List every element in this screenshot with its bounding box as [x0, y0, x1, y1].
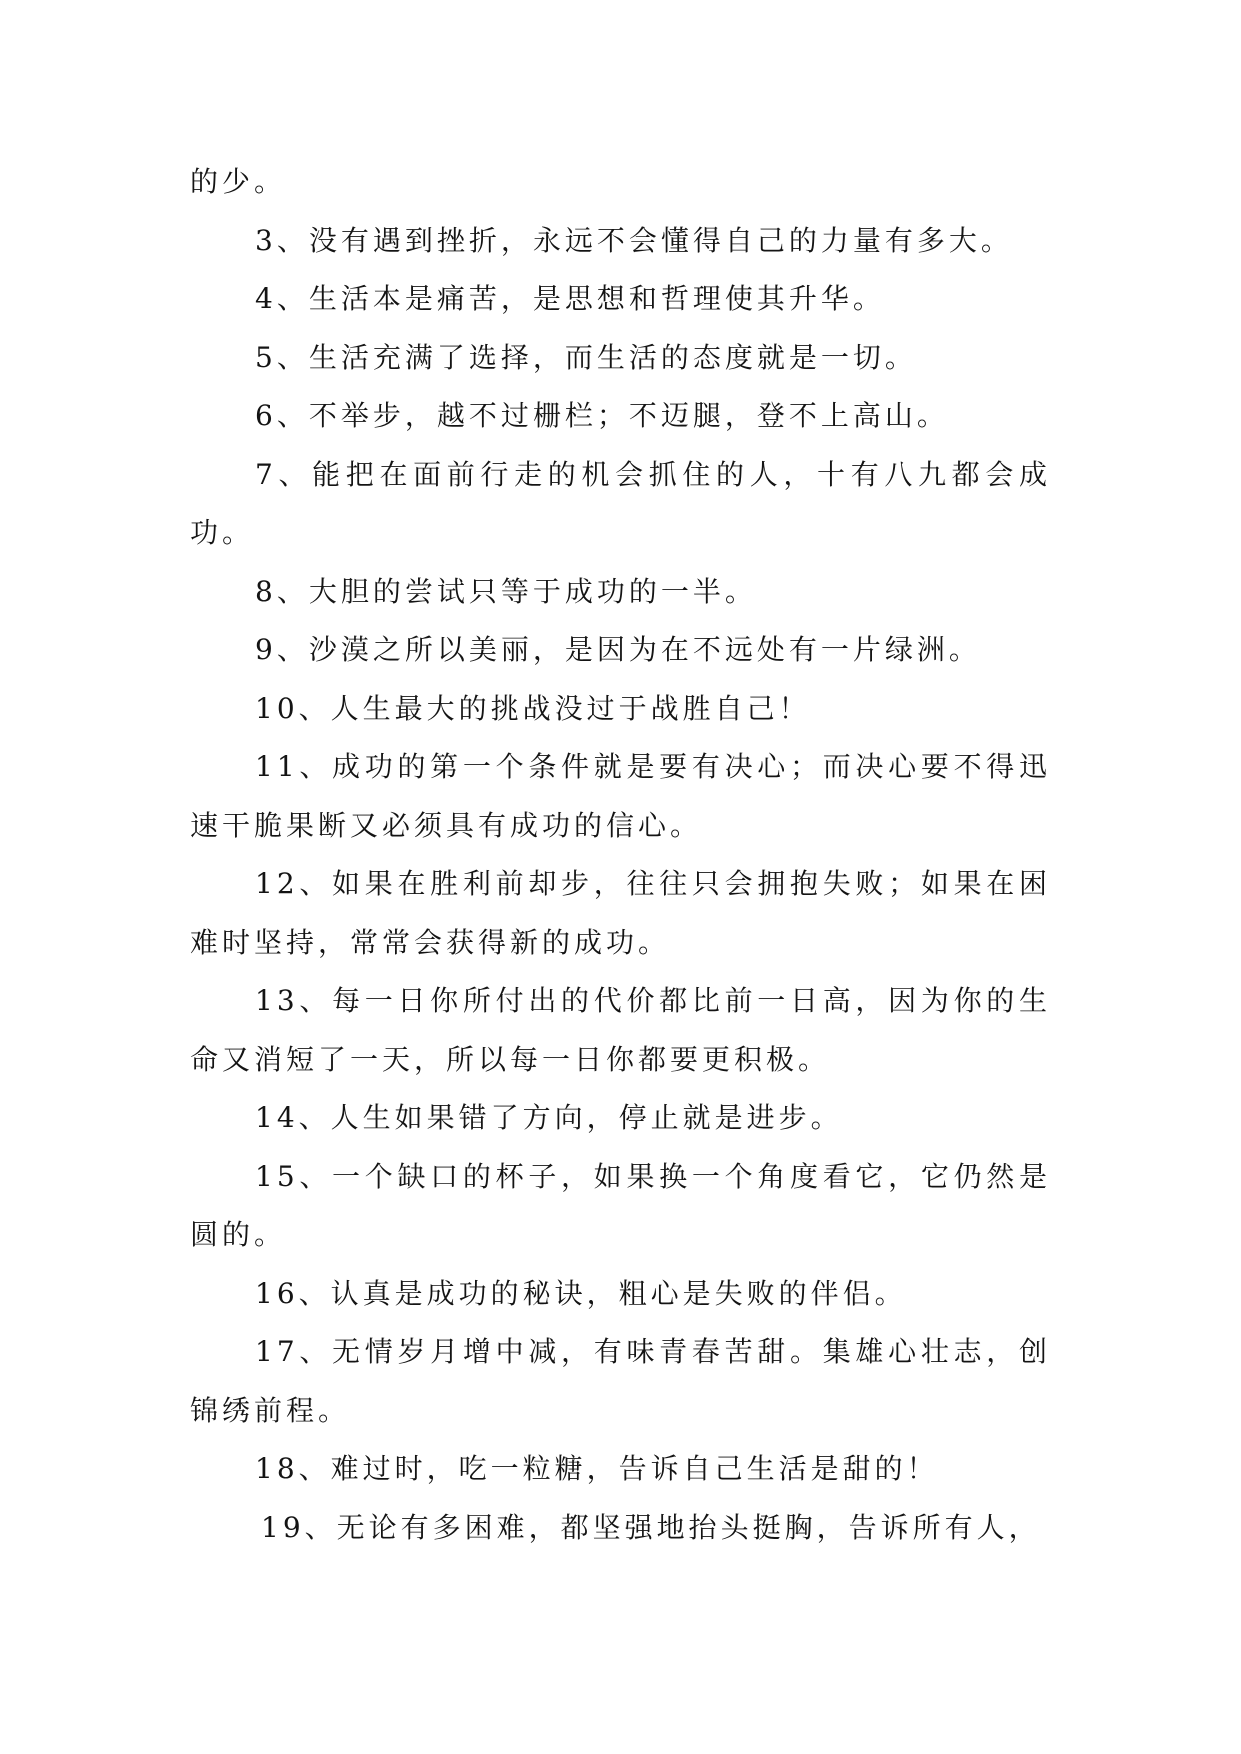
- list-item: [190, 1089, 1051, 1148]
- list-item-line: 7、能把在面前行走的机会抓住的人，十有八九都会成: [255, 457, 1051, 491]
- list-item-line: 3、没有遇到挫折，永远不会懂得自己的力量有多大。: [255, 223, 1013, 257]
- list-item-line: 19、无论有多困难，都坚强地抬头挺胸，告诉所有人，: [261, 1510, 1041, 1544]
- list-item-line: 8、大胆的尝试只等于成功的一半。: [255, 574, 757, 608]
- list-item-line: 12、如果在胜利前却步，往往只会拥抱失败；如果在困: [255, 867, 1051, 900]
- list-item-line: 速干脆果断又必须具有成功的信心。: [190, 808, 703, 842]
- list-item: [190, 680, 1051, 739]
- list-item-line: 11、成功的第一个条件就是要有决心；而决心要不得迅: [255, 750, 1051, 783]
- list-item-line: 难时坚持，常常会获得新的成功。: [190, 925, 671, 959]
- list-item: [190, 972, 1051, 1089]
- list-item-line: 功。: [190, 516, 255, 549]
- list-item-line: 命又消短了一天，所以每一日你都要更积极。: [190, 1042, 831, 1076]
- list-item-line: 5、生活充满了选择，而生活的态度就是一切。: [255, 340, 917, 374]
- list-item: [190, 738, 1051, 855]
- list-item: [190, 855, 1051, 972]
- list-item-line: 16、认真是成功的秘诀，粗心是失败的伴侣。: [255, 1276, 907, 1310]
- list-item-line: 圆的。: [190, 1218, 287, 1251]
- list-item: [190, 446, 1051, 563]
- list-item: [190, 387, 1051, 446]
- list-item-line: 9、沙漠之所以美丽，是因为在不远处有一片绿洲。: [255, 633, 981, 666]
- list-item: [190, 329, 1051, 388]
- document-body: [190, 153, 1051, 1557]
- list-item-line: 锦绣前程。: [190, 1393, 351, 1427]
- list-item-line: 4、生活本是痛苦，是思想和哲理使其升华。: [255, 282, 885, 315]
- list-item-line: 13、每一日你所付出的代价都比前一日高，因为你的生: [255, 984, 1051, 1017]
- list-item: [190, 1499, 1051, 1558]
- list-item-line: 17、无情岁月增中减，有味青春苦甜。集雄心壮志，创: [255, 1335, 1051, 1368]
- list-item: [190, 621, 1051, 680]
- list-item-line: 14、人生如果错了方向，停止就是进步。: [255, 1101, 843, 1134]
- list-item-line: 6、不举步，越不过栅栏；不迈腿，登不上高山。: [255, 399, 949, 432]
- list-item: [190, 1323, 1051, 1440]
- list-item: [190, 1148, 1051, 1265]
- list-item: [190, 563, 1051, 622]
- list-item-line: 10、人生最大的挑战没过于战胜自己！: [255, 691, 811, 725]
- list-item-line: 18、难过时，吃一粒糖，告诉自己生活是甜的！: [255, 1452, 939, 1485]
- list-item: [190, 1440, 1051, 1499]
- list-item: [190, 1265, 1051, 1324]
- list-item: [190, 270, 1051, 329]
- continued-line: 的少。: [190, 165, 287, 198]
- list-item-line: 15、一个缺口的杯子，如果换一个角度看它，它仍然是: [255, 1159, 1051, 1193]
- list-item: [190, 212, 1051, 271]
